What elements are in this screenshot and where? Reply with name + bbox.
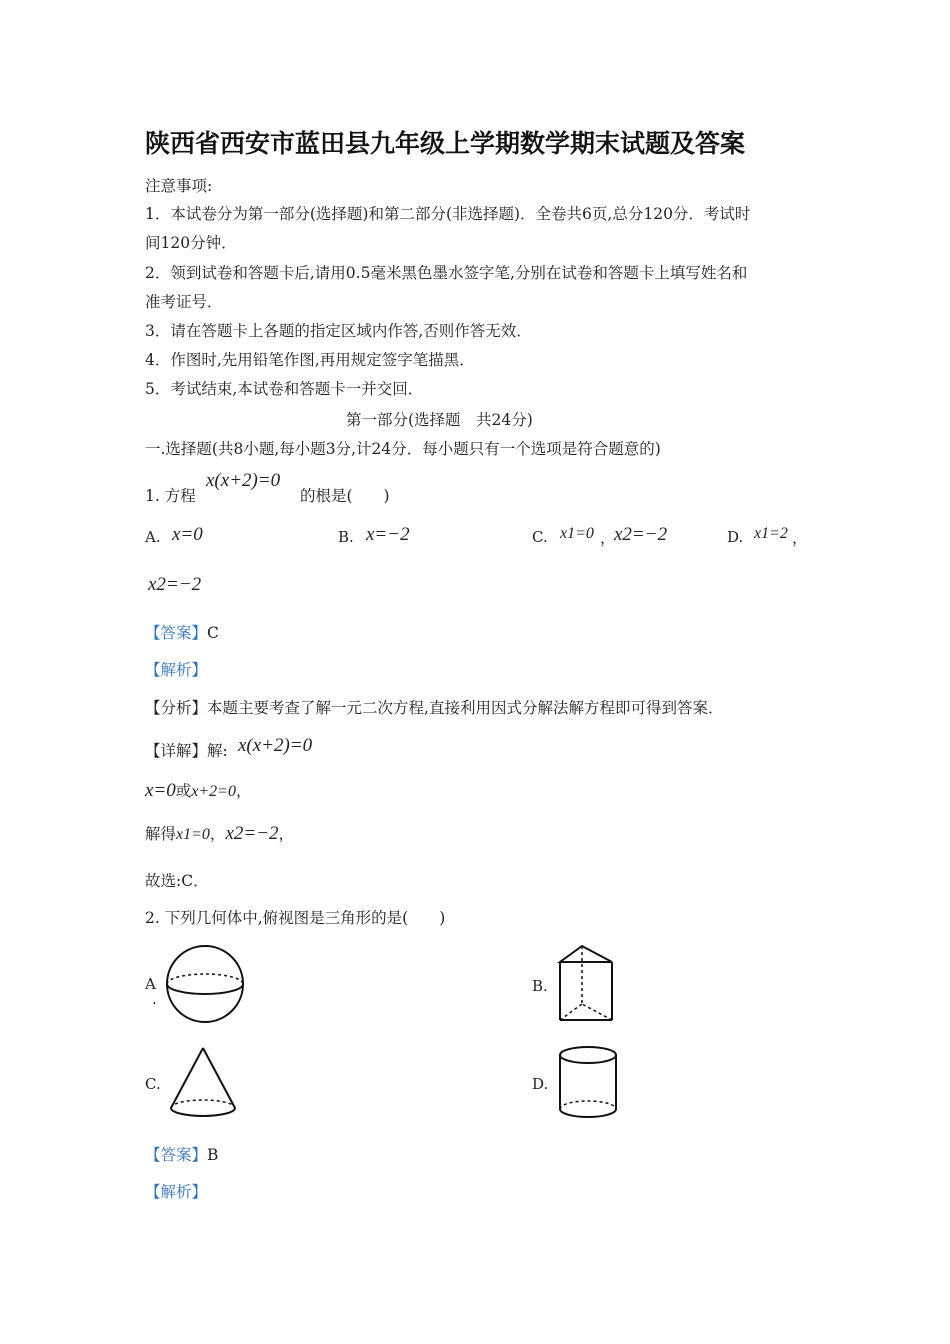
- q1-conclusion: 故选:C．: [145, 872, 209, 890]
- q1-detail-tag: 【详解】: [145, 742, 208, 760]
- q1-step1-b: x+2=0: [191, 783, 236, 800]
- q1-step1-a: x=0: [145, 780, 176, 801]
- q1-step2-end: ，: [278, 825, 295, 843]
- q1-option-b-label: B.: [338, 528, 354, 546]
- q1-option-c-value-1: x1=0: [560, 525, 594, 542]
- q2-stem: 2. 下列几何体中,俯视图是三角形的是( ): [145, 909, 446, 927]
- note-item: 1．本试卷分为第一部分(选择题)和第二部分(非选择题)．全卷共6页,总分120分．考试时: [145, 205, 751, 223]
- note-item: 准考证号．: [145, 293, 223, 311]
- q1-answer-tag: 【答案】: [145, 624, 208, 642]
- note-item: 3．请在答题卡上各题的指定区域内作答,否则作答无效．: [145, 322, 532, 340]
- q2-answer: B: [207, 1146, 219, 1164]
- q1-option-b-value: x=−2: [366, 524, 410, 545]
- q2-analysis-tag: 【解析】: [145, 1183, 208, 1201]
- q1-detail-equation: x(x+2)=0: [238, 735, 313, 756]
- section-one-heading: 一.选择题(共8小题,每小题3分,计24分．每小题只有一个选项是符合题意的): [145, 440, 661, 458]
- q2-option-c-label: C.: [145, 1075, 161, 1093]
- triangular-prism-figure: [556, 942, 616, 1024]
- note-item: 5．考试结束,本试卷和答题卡一并交回．: [145, 380, 424, 398]
- q1-step2-a: x1=0: [176, 826, 210, 843]
- q1-step2-sep: ，: [209, 825, 226, 843]
- q1-option-a-value: x=0: [172, 524, 203, 545]
- q1-option-c-value-2: x2=−2: [614, 524, 668, 545]
- q1-equation: x(x+2)=0: [206, 470, 281, 491]
- q1-option-d-sep: ，: [792, 529, 808, 547]
- q1-prefix: 1. 方程: [145, 487, 196, 505]
- q1-fenxi-tag: 【分析】: [145, 699, 208, 717]
- q1-option-c-label: C.: [532, 528, 548, 546]
- q2-option-a-label: A: [145, 975, 156, 993]
- q1-option-d-value-1: x1=2: [754, 525, 788, 542]
- note-item: 4．作图时,先用铅笔作图,再用规定签字笔描黑．: [145, 351, 475, 369]
- part-one-heading: 第一部分(选择题 共24分): [346, 411, 533, 429]
- sphere-figure: [163, 944, 247, 1024]
- q1-step2-prefix: 解得: [145, 825, 177, 843]
- q1-answer: C: [207, 624, 219, 642]
- q1-option-d-label: D.: [727, 528, 744, 546]
- q1-step1-or: 或: [175, 782, 192, 800]
- q1-suffix: 的根是( ): [300, 487, 390, 505]
- q1-option-a-label: A.: [145, 528, 161, 546]
- q2-option-d-label: D.: [532, 1075, 549, 1093]
- q1-step1-end: ，: [235, 782, 252, 800]
- q1-detail-prefix: 解:: [207, 742, 228, 760]
- page-title: 陕西省西安市蓝田县九年级上学期数学期末试题及答案: [145, 129, 746, 158]
- q1-step2-b: x2=−2: [225, 823, 279, 844]
- notes-heading: 注意事项:: [145, 177, 213, 195]
- cone-figure: [168, 1044, 238, 1120]
- q2-option-b-label: B.: [532, 977, 548, 995]
- note-item: 间120分钟．: [145, 234, 237, 252]
- q2-option-a-dot: .: [152, 990, 157, 1008]
- q1-option-d-value-2: x2=−2: [148, 574, 202, 595]
- q2-answer-tag: 【答案】: [145, 1146, 208, 1164]
- q1-analysis-tag: 【解析】: [145, 661, 208, 679]
- q1-option-c-sep: ，: [600, 529, 616, 547]
- cylinder-figure: [556, 1044, 620, 1122]
- note-item: 2．领到试卷和答题卡后,请用0.5毫米黑色墨水签字笔,分别在试卷和答题卡上填写姓名和: [145, 264, 748, 282]
- q1-fenxi-text: 本题主要考查了解一元二次方程,直接利用因式分解法解方程即可得到答案．: [207, 699, 724, 717]
